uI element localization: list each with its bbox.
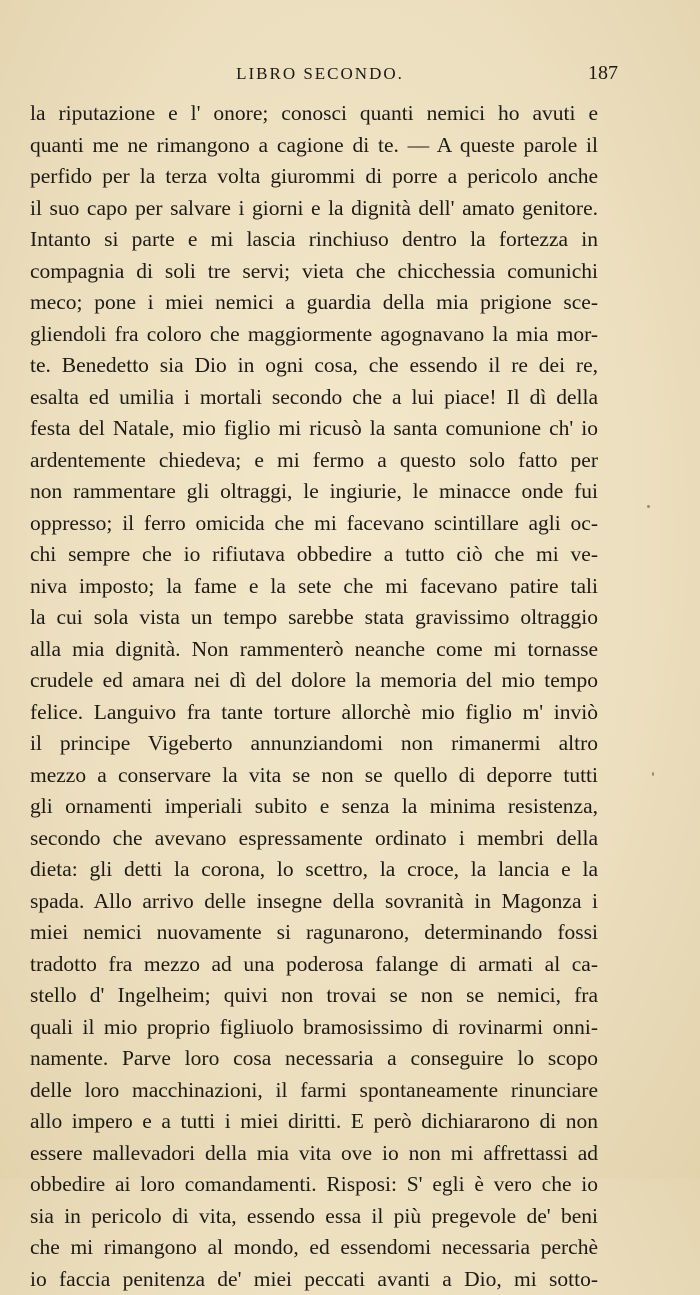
paper-speck xyxy=(652,772,654,776)
text-line: allo impero e a tutti i miei diritti. E però dichiararono di non xyxy=(30,1106,598,1138)
text-line: esalta ed umilia i mortali secondo che a lui piace! Il dì della xyxy=(30,382,598,414)
text-line: chi sempre che io rifiutava obbedire a tutto ciò che mi ve- xyxy=(30,539,598,571)
text-line: stello d' Ingelheim; quivi non trovai se non se nemici, fra xyxy=(30,980,598,1012)
text-line: perfido per la terza volta giurommi di porre a pericolo anche xyxy=(30,161,598,193)
text-line: la riputazione e l' onore; conosci quanti nemici ho avuti e xyxy=(30,98,598,130)
text-line: mezzo a conservare la vita se non se quello di deporre tutti xyxy=(30,760,598,792)
text-line: festa del Natale, mio figlio mi ricusò la santa comunione ch' io xyxy=(30,413,598,445)
text-line: spada. Allo arrivo delle insegne della sovranità in Magonza i xyxy=(30,886,598,918)
text-line: gli ornamenti imperiali subito e senza la minima resistenza, xyxy=(30,791,598,823)
text-line: secondo che avevano espressamente ordinato i membri della xyxy=(30,823,598,855)
text-line: dieta: gli detti la corona, lo scettro, la croce, la lancia e la xyxy=(30,854,598,886)
text-line: Intanto si parte e mi lascia rinchiuso dentro la fortezza in xyxy=(30,224,598,256)
text-line: alla mia dignità. Non rammenterò neanche come mi tornasse xyxy=(30,634,598,666)
text-line: oppresso; il ferro omicida che mi facevano scintillare agli oc- xyxy=(30,508,598,540)
text-line: crudele ed amara nei dì del dolore la memoria del mio tempo xyxy=(30,665,598,697)
text-line: la cui sola vista un tempo sarebbe stata gravissimo oltraggio xyxy=(30,602,598,634)
running-title: LIBRO SECONDO. xyxy=(0,64,640,84)
text-line: essere mallevadori della mia vita ove io non mi affrettassi ad xyxy=(30,1138,598,1170)
text-line: te. Benedetto sia Dio in ogni cosa, che essendo il re dei re, xyxy=(30,350,598,382)
text-line: non rammentare gli oltraggi, le ingiurie, le minacce onde fui xyxy=(30,476,598,508)
text-line: tradotto fra mezzo ad una poderosa falange di armati al ca- xyxy=(30,949,598,981)
page-number: 187 xyxy=(588,62,618,85)
text-line: sia in pericolo di vita, essendo essa il più pregevole de' beni xyxy=(30,1201,598,1233)
text-line: niva imposto; la fame e la sete che mi facevano patire tali xyxy=(30,571,598,603)
text-line: quanti me ne rimangono a cagione di te. — A queste parole il xyxy=(30,130,598,162)
text-line: miei nemici nuovamente si ragunarono, determinando fossi xyxy=(30,917,598,949)
body-text xyxy=(30,98,598,1295)
text-line: il suo capo per salvare i giorni e la dignità dell' amato genitore. xyxy=(30,193,598,225)
text-line: namente. Parve loro cosa necessaria a conseguire lo scopo xyxy=(30,1043,598,1075)
text-line: gliendoli fra coloro che maggiormente agognavano la mia mor- xyxy=(30,319,598,351)
text-line: meco; pone i miei nemici a guardia della mia prigione sce- xyxy=(30,287,598,319)
text-line: che mi rimangono al mondo, ed essendomi necessaria perchè xyxy=(30,1232,598,1264)
running-head xyxy=(0,62,700,92)
text-line: obbedire ai loro comandamenti. Risposi: S' egli è vero che io xyxy=(30,1169,598,1201)
text-line: felice. Languivo fra tante torture allorchè mio figlio m' inviò xyxy=(30,697,598,729)
text-line: compagnia di soli tre servi; vieta che chicchessia comunichi xyxy=(30,256,598,288)
text-line: io faccia penitenza de' miei peccati avanti a Dio, mi sotto- xyxy=(30,1264,598,1295)
paper-speck xyxy=(647,505,650,508)
text-line: il principe Vigeberto annunziandomi non rimanermi altro xyxy=(30,728,598,760)
text-line: delle loro macchinazioni, il farmi spontaneamente rinunciare xyxy=(30,1075,598,1107)
text-line: quali il mio proprio figliuolo bramosissimo di rovinarmi onni- xyxy=(30,1012,598,1044)
text-line: ardentemente chiedeva; e mi fermo a questo solo fatto per xyxy=(30,445,598,477)
